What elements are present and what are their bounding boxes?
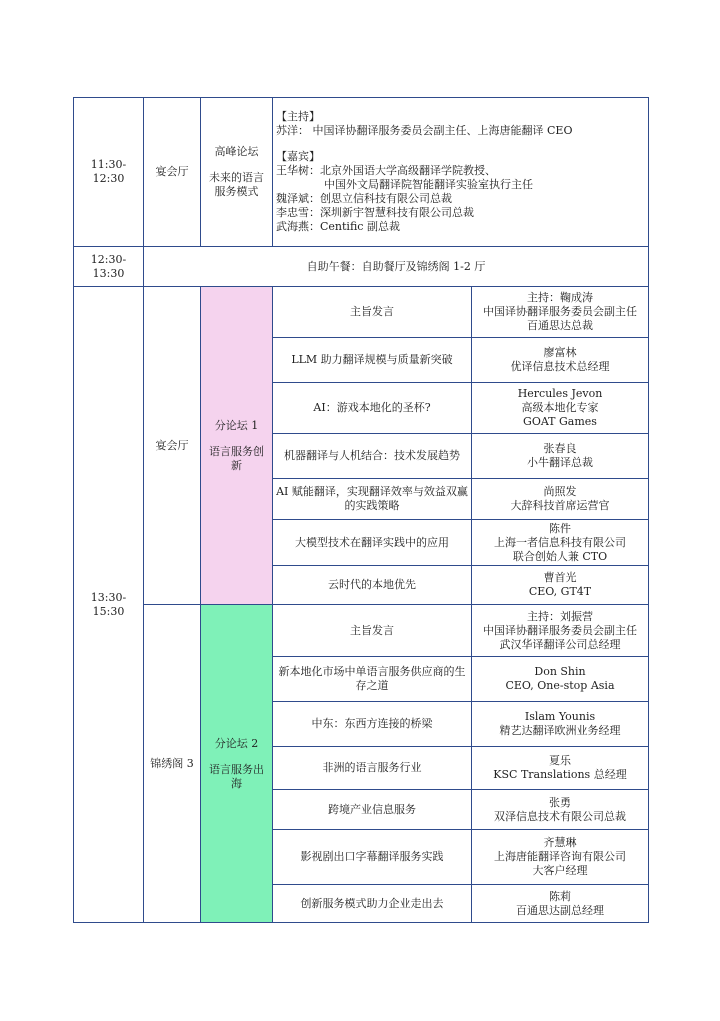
talk-topic: 主旨发言 <box>273 605 472 657</box>
talk-speaker <box>472 566 649 605</box>
talk-speaker <box>472 338 649 383</box>
speaker-line: Islam Younis <box>524 710 596 723</box>
speaker-line: 曹首光 <box>543 571 577 584</box>
summit-time: 11:30-12:30 <box>74 98 144 247</box>
speaker-line: GOAT Games <box>523 415 597 428</box>
speaker-line: 精艺达翻译欧洲业务经理 <box>499 724 621 737</box>
guest-line: 李忠雪：深圳新宇智慧科技有限公司总裁 <box>276 206 474 219</box>
talk-speaker <box>472 434 649 479</box>
summit-details <box>273 98 649 247</box>
talk-topic: LLM 助力翻译规模与质量新突破 <box>273 338 472 383</box>
speaker-line: 上海一者信息科技有限公司 <box>494 535 626 549</box>
speaker-line: 小牛翻译总裁 <box>527 456 593 469</box>
speaker-line: Hercules Jevon <box>517 387 603 400</box>
speaker-line: 大客户经理 <box>532 864 588 877</box>
speaker-line: 双泽信息技术有限公司总裁 <box>494 809 626 823</box>
forum1-theme: 语言服务创新 <box>209 444 264 472</box>
speaker-line: 夏乐 <box>549 754 571 767</box>
summit-title-cell <box>201 98 273 247</box>
talk-topic: 大模型技术在翻译实践中的应用 <box>273 520 472 566</box>
forum1-label <box>201 287 273 605</box>
speaker-line: 联合创始人兼 CTO <box>512 549 608 563</box>
talk-topic: 新本地化市场中单语言服务供应商的生存之道 <box>273 657 472 702</box>
speaker-line: 百通思达总裁 <box>527 319 593 332</box>
speaker-line: 主持：鞠成涛 <box>527 291 593 304</box>
talk-speaker <box>472 830 649 885</box>
speaker-line: CEO, One-stop Asia <box>505 679 615 692</box>
forum2-theme: 语言服务出海 <box>209 762 264 790</box>
speaker-line: Don Shin <box>534 665 586 678</box>
forum1-venue: 宴会厅 <box>144 287 201 605</box>
summit-row <box>74 98 649 247</box>
afternoon-time: 13:30-15:30 <box>74 287 144 923</box>
forum2-venue: 锦绣阁 3 <box>144 605 201 923</box>
talk-topic: AI 赋能翻译，实现翻译效率与效益双赢的实践策略 <box>273 479 472 520</box>
talk-topic: 云时代的本地优先 <box>273 566 472 605</box>
talk-speaker <box>472 885 649 923</box>
speaker-line: 武汉华译翻译公司总经理 <box>499 637 621 651</box>
table-row <box>74 287 649 338</box>
talk-topic: 创新服务模式助力企业走出去 <box>273 885 472 923</box>
speaker-line: KSC Translations 总经理 <box>493 768 627 781</box>
speaker-line: 陈莉 <box>549 889 571 903</box>
talk-topic: 主旨发言 <box>273 287 472 338</box>
talk-speaker <box>472 520 649 566</box>
speaker-line: 廖富林 <box>543 346 577 359</box>
speaker-line: 张春良 <box>543 442 577 455</box>
guest-line: 武海燕：Centific 副总裁 <box>276 220 400 233</box>
forum2-label <box>201 605 273 923</box>
talk-speaker <box>472 383 649 434</box>
guest-line: 王华树：北京外国语大学高级翻译学院教授、 <box>276 164 496 177</box>
talk-topic: 机器翻译与人机结合：技术发展趋势 <box>273 434 472 479</box>
guest-line: 魏泽斌：创思立信科技有限公司总裁 <box>276 192 452 205</box>
summit-title: 高峰论坛 <box>214 145 259 158</box>
talk-speaker <box>472 790 649 830</box>
talk-topic: 中东：东西方连接的桥梁 <box>273 702 472 747</box>
lunch-row <box>74 247 649 287</box>
speaker-line: 大辞科技首席运营官 <box>510 499 610 512</box>
speaker-line: 中国译协翻译服务委员会副主任 <box>483 305 637 318</box>
speaker-line: 张勇 <box>549 795 571 809</box>
forum1-name: 分论坛 1 <box>214 418 259 432</box>
host-label: 【主持】 <box>276 110 320 123</box>
summit-subtitle: 未来的语言服务模式 <box>209 171 264 198</box>
guests-label: 【嘉宾】 <box>276 150 320 163</box>
talk-speaker <box>472 605 649 657</box>
speaker-line: 齐慧琳 <box>543 836 577 849</box>
summit-venue: 宴会厅 <box>144 98 201 247</box>
talk-topic: AI：游戏本地化的圣杯? <box>273 383 472 434</box>
talk-speaker <box>472 479 649 520</box>
talk-speaker <box>472 702 649 747</box>
speaker-line: 中国译协翻译服务委员会副主任 <box>483 623 637 637</box>
talk-topic: 影视剧出口字幕翻译服务实践 <box>273 830 472 885</box>
host-text: 苏洋： 中国译协翻译服务委员会副主任、上海唐能翻译 CEO <box>276 124 573 137</box>
lunch-text: 自助午餐：自助餐厅及锦绣阁 1-2 厅 <box>144 247 649 287</box>
forum2-name: 分论坛 2 <box>214 736 259 750</box>
talk-topic: 非洲的语言服务行业 <box>273 747 472 790</box>
speaker-line: 上海唐能翻译咨询有限公司 <box>494 850 626 863</box>
speaker-line: 百通思达副总经理 <box>516 903 604 917</box>
guest-line: 中国外文局翻译院智能翻译实验室执行主任 <box>324 178 533 191</box>
lunch-time: 12:30-13:30 <box>74 247 144 287</box>
speaker-line: 高级本地化专家 <box>521 401 599 414</box>
schedule-table <box>73 97 649 923</box>
table-row <box>74 605 649 657</box>
talk-speaker <box>472 287 649 338</box>
talk-speaker <box>472 657 649 702</box>
speaker-line: 优译信息技术总经理 <box>510 360 610 373</box>
speaker-line: 主持：刘振营 <box>527 609 593 623</box>
speaker-line: 陈件 <box>549 521 571 535</box>
talk-topic: 跨境产业信息服务 <box>273 790 472 830</box>
talk-speaker <box>472 747 649 790</box>
speaker-line: CEO, GT4T <box>528 585 592 598</box>
speaker-line: 尚照发 <box>543 485 577 498</box>
